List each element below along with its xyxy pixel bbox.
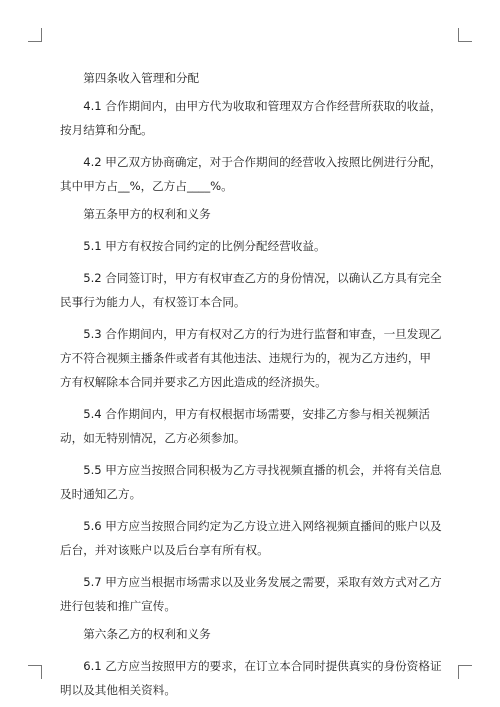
clause-4-2: 4.2 甲乙双方协商确定，对于合作期间的经营收入按照比例进行分配，其中甲方占__%，乙方占____%。 (60, 155, 442, 193)
crop-mark-bottom-left (28, 665, 42, 679)
article-4-heading: 第四条收入管理和分配 (83, 71, 200, 85)
clause-5-6: 5.6 甲方应当按照合同约定为乙方设立进入网络视频直播间的账户以及后台，并对该账户以及后台享有所有权。 (60, 519, 442, 557)
crop-mark-top-right (458, 28, 472, 42)
clause-5-4: 5.4 合作期间内，甲方有权根据市场需要，安排乙方参与相关视频活动，如无特别情况，乙方必须参加。 (60, 407, 430, 445)
document-body (60, 66, 442, 702)
clause-4-1: 4.1 合作期间内，由甲方代为收取和管理双方合作经营所获取的收益，按月结算和分配。 (60, 99, 442, 137)
clause-5-3: 5.3 合作期间内，甲方有权对乙方的行为进行监督和审查，一旦发现乙方不符合视频主播条件或者有其他违法、违规行为的，视为乙方违约，甲方有权解除本合同并要求乙方因此造成的经济损失。 (60, 327, 442, 389)
clause-5-7: 5.7 甲方应当根据市场需求以及业务发展之需要，采取有效方式对乙方进行包装和推广宣传。 (60, 575, 442, 613)
clause-6-1: 6.1 乙方应当按照甲方的要求，在订立本合同时提供真实的身份资格证明以及其他相关资料。 (60, 659, 442, 697)
clause-5-1: 5.1 甲方有权按合同约定的比例分配经营收益。 (83, 239, 326, 253)
article-6-heading: 第六条乙方的权利和义务 (83, 627, 211, 641)
clause-5-2: 5.2 合同签订时，甲方有权审查乙方的身份情况，以确认乙方具有完全民事行为能力人，有权签订本合同。 (60, 271, 442, 309)
crop-mark-bottom-right (458, 665, 472, 679)
crop-mark-top-left (28, 28, 42, 42)
clause-5-5: 5.5 甲方应当按照合同积极为乙方寻找视频直播的机会，并将有关信息及时通知乙方。 (60, 463, 442, 501)
article-5-heading: 第五条甲方的权利和义务 (83, 207, 211, 221)
